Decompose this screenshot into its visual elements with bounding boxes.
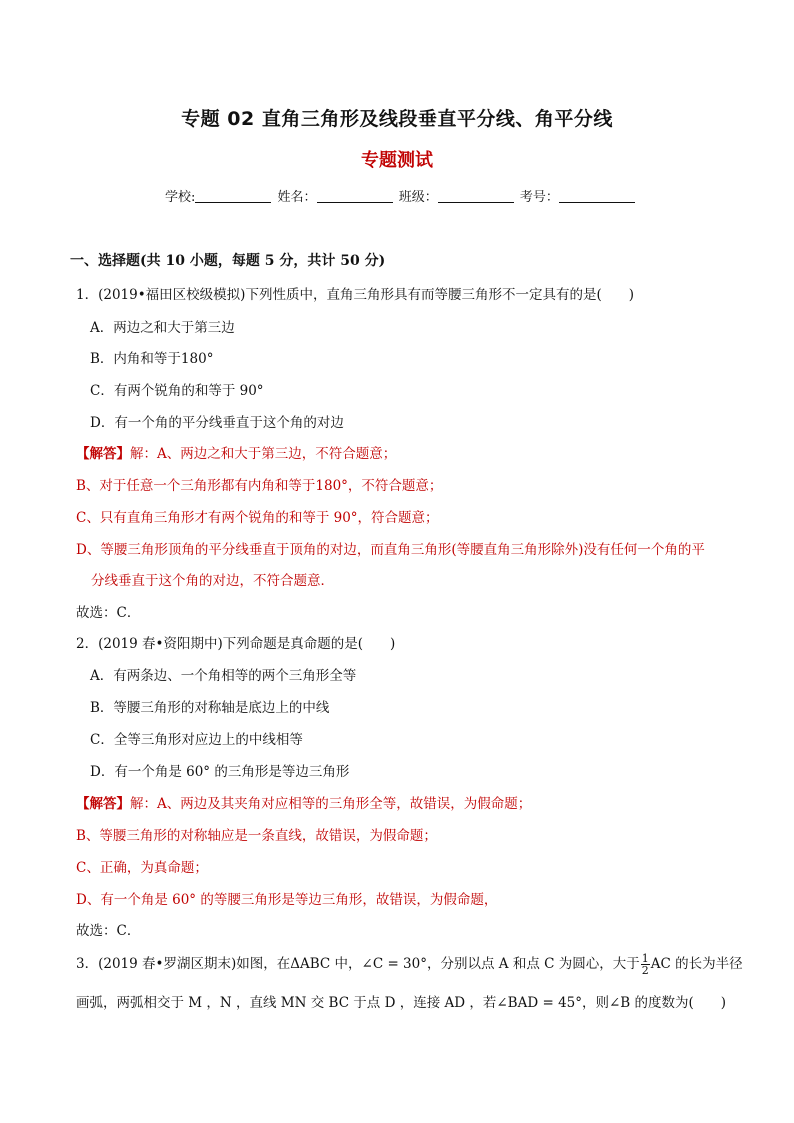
q2-option-d: D．有一个角是 60° 的三角形是等边三角形 — [90, 764, 350, 780]
page-subtitle: 专题测试 — [361, 150, 433, 171]
q1-option-d: D．有一个角的平分线垂直于这个角的对边 — [90, 415, 344, 431]
q2-option-c: C．全等三角形对应边上的中线相等 — [90, 732, 303, 748]
q2-option-a: A．有两条边、一个角相等的两个三角形全等 — [90, 668, 357, 684]
section-heading: 一、选择题(共 10 小题，每题 5 分，共计 50 分) — [70, 253, 386, 269]
exam-blank — [559, 190, 635, 203]
class-label: 班级： — [398, 190, 438, 205]
q1-answer-line-2: B、对于任意一个三角形都有内角和等于180°，不符合题意； — [76, 478, 443, 494]
q3-frac-num: 1 — [641, 952, 649, 965]
student-info-row — [165, 186, 637, 205]
school-label: 学校: — [165, 190, 196, 205]
q1-choice: 故选：C． — [76, 605, 141, 621]
exam-label: 考号： — [519, 190, 559, 205]
q2-answer-line-2: B、等腰三角形的对称轴应是一条直线，故错误，为假命题； — [76, 828, 437, 844]
q2-answer-text: 解：A、两边及其夹角对应相等的三角形全等，故错误，为假命题； — [130, 796, 532, 812]
q1-answer-text: 解：A、两边之和大于第三边，不符合题意； — [130, 446, 397, 462]
q2-answer-line-1 — [76, 792, 531, 812]
q3-stem-line-2: 画弧，两弧相交于 M ，N ，直线 MN 交 BC 于点 D ，连接 AD ，若∠BAD = 45°，则∠B 的度数为( ) — [76, 995, 727, 1011]
q3-frac-den: 2 — [641, 964, 649, 977]
q1-answer-line-4: D、等腰三角形顶角的平分线垂直于顶角的对边，而直角三角形(等腰直角三角形除外)没有任何一个角的平 — [76, 542, 705, 558]
q2-answer-tag: 【解答】 — [76, 796, 130, 812]
q3-fraction — [641, 953, 650, 976]
q1-answer-line-1 — [76, 442, 396, 462]
name-label: 姓名： — [277, 190, 317, 205]
class-blank — [438, 190, 514, 203]
school-blank — [195, 190, 271, 203]
q1-answer-line-5: 分线垂直于这个角的对边，不符合题意． — [91, 573, 334, 589]
q1-stem: 1．(2019•福田区校级模拟)下列性质中，直角三角形具有而等腰三角形不一定具有的是( ) — [76, 287, 634, 303]
q2-answer-line-4: D、有一个角是 60° 的等腰三角形是等边三角形，故错误，为假命题， — [76, 892, 498, 908]
q1-answer-tag: 【解答】 — [76, 446, 130, 462]
page-title: 专题 02 直角三角形及线段垂直平分线、角平分线 — [181, 108, 613, 130]
q1-option-c: C．有两个锐角的和等于 90° — [90, 383, 264, 399]
q2-choice: 故选：C． — [76, 923, 141, 939]
q1-option-a: A．两边之和大于第三边 — [90, 320, 235, 336]
q2-stem: 2．(2019 春•资阳期中)下列命题是真命题的是( ) — [76, 636, 396, 652]
q3-stem-b: AC 的长为半径 — [650, 956, 743, 972]
name-blank — [317, 190, 393, 203]
q3-stem-line-1 — [76, 952, 743, 976]
q1-answer-line-3: C、只有直角三角形才有两个锐角的和等于 90°，符合题意； — [76, 510, 439, 526]
q1-option-b: B．内角和等于180° — [90, 351, 214, 367]
q2-answer-line-3: C、正确，为真命题； — [76, 860, 208, 876]
q2-option-b: B．等腰三角形的对称轴是底边上的中线 — [90, 700, 330, 716]
q3-stem-a: 3．(2019 春•罗湖区期末)如图，在ΔABC 中，∠C = 30°，分别以点 A 和点 C 为圆心，大于 — [76, 956, 640, 972]
